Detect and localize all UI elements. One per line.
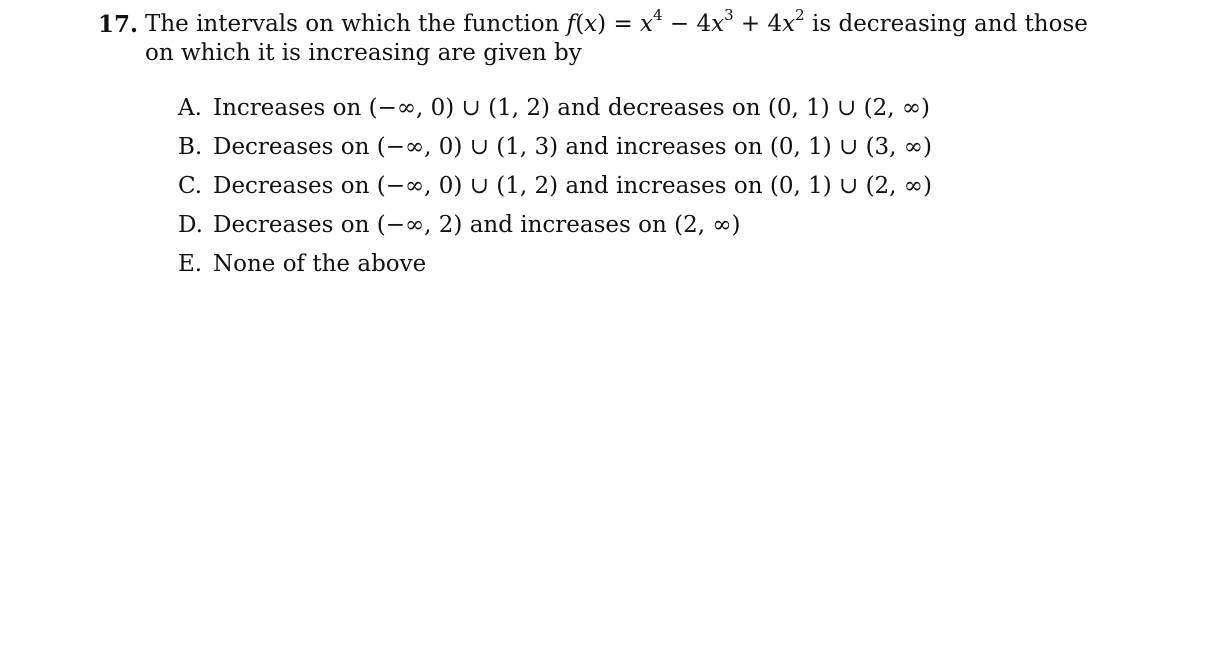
option-c[interactable] — [178, 170, 932, 209]
formula-term3-var: x — [782, 11, 796, 37]
question-block — [98, 6, 1198, 277]
formula-term1-var: x — [640, 11, 654, 37]
formula-open-paren: ( — [575, 11, 585, 37]
option-a[interactable] — [178, 92, 932, 131]
option-letter: C. — [178, 173, 203, 199]
answer-options — [178, 92, 932, 287]
option-text: Decreases on (−∞, 0) ∪ (1, 3) and increases on (0, 1) ∪ (3, ∞) — [213, 134, 932, 160]
formula-term2-var: x — [711, 11, 725, 37]
formula-variable: x — [584, 11, 598, 37]
question-text-before: The intervals on which the function — [145, 11, 567, 37]
option-letter: E. — [178, 251, 203, 277]
formula-term2-exponent: 3 — [724, 6, 734, 25]
option-d[interactable] — [178, 209, 932, 248]
option-text: Decreases on (−∞, 2) and increases on (2, ∞) — [213, 212, 741, 238]
formula-close-equals: ) = — [597, 11, 641, 37]
option-letter: A. — [178, 95, 202, 121]
option-letter: B. — [178, 134, 203, 160]
option-text: None of the above — [213, 251, 427, 277]
option-text: Increases on (−∞, 0) ∪ (1, 2) and decreases on (0, 1) ∪ (2, ∞) — [213, 95, 930, 121]
function-formula — [566, 6, 805, 37]
question-text-after: is decreasing and those on which it is increasing are given by — [145, 11, 1088, 66]
question-number: 17. — [98, 11, 139, 38]
option-e[interactable] — [178, 248, 932, 287]
formula-minus-coefficient: − 4 — [662, 11, 712, 37]
formula-function-name: f — [566, 11, 576, 37]
formula-term1-exponent: 4 — [653, 6, 663, 25]
question-text — [145, 6, 1095, 68]
option-b[interactable] — [178, 131, 932, 170]
question-stem — [98, 6, 1198, 68]
option-text: Decreases on (−∞, 0) ∪ (1, 2) and increases on (0, 1) ∪ (2, ∞) — [213, 173, 932, 199]
formula-term3-exponent: 2 — [795, 6, 805, 25]
option-letter: D. — [178, 212, 203, 238]
formula-plus-coefficient: + 4 — [733, 11, 783, 37]
